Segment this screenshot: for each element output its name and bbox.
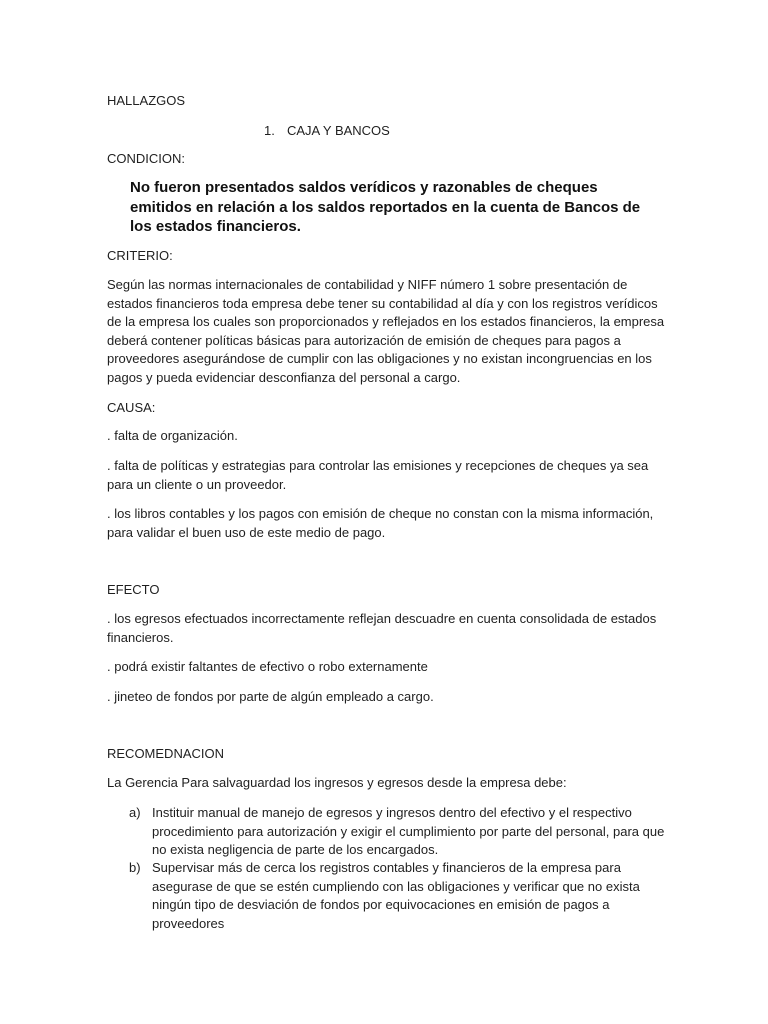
section-title: CAJA Y BANCOS [287,123,390,138]
criterio-label: CRITERIO: [107,248,173,263]
section-number: 1. [264,123,275,138]
list-marker: a) [129,805,141,820]
efecto-item: . podrá existir faltantes de efectivo o robo externamente [107,659,428,674]
causa-label: CAUSA: [107,400,156,415]
efecto-label: EFECTO [107,582,160,597]
document-heading: HALLAZGOS [107,93,186,108]
list-marker: b) [129,860,141,875]
efecto-item: . jineteo de fondos por parte de algún empleado a cargo. [107,689,434,704]
recomendacion-item: Supervisar más de cerca los registros contables y financieros de la empresa para asegurase de que se estén cumpliendo con las obligaciones y verificar que no exista ningún tipo de desviación de fondos por equivocaciones en emisión de pagos a proveedores [152,860,640,931]
efecto-item: . los egresos efectuados incorrectamente reflejan descuadre en cuenta consolidada de estados financieros. [107,611,657,645]
recomendacion-label: RECOMEDNACION [107,746,225,761]
causa-item: . los libros contables y los pagos con emisión de cheque no constan con la misma información, para validar el buen uso de este medio de pago. [107,506,654,540]
condicion-text: No fueron presentados saldos verídicos y razonables de cheques emitidos en relación a los saldos reportados en la cuenta de Bancos de los estados financieros. [130,179,641,235]
criterio-text: Según las normas internacionales de contabilidad y NIFF número 1 sobre presentación de estados financieros toda empresa debe tener su contabilidad al día y con los registros verídicos de la empresa los cuales son proporcionados y reflejados en los estados financieros, la empresa deberá contener políticas básicas para autorización de emisión de cheques para pagos a proveedores asegurándose de cumplir con las obligaciones y no existan incongruencias en los pagos y pueda evidenciar desconfianza del personal a cargo. [107,277,665,385]
condicion-label: CONDICION: [107,151,185,166]
causa-item: . falta de organización. [107,428,238,443]
causa-item: . falta de políticas y estrategias para controlar las emisiones y recepciones de cheques ya sea para un cliente o un proveedor. [107,458,649,492]
recomendacion-intro: La Gerencia Para salvaguardad los ingresos y egresos desde la empresa debe: [107,775,567,790]
recomendacion-item: Instituir manual de manejo de egresos y ingresos dentro del efectivo y el respectivo procedimiento para autorización y exigir el cumplimiento por parte del personal, para que no exista negligencia de parte de los encargados. [152,805,665,857]
